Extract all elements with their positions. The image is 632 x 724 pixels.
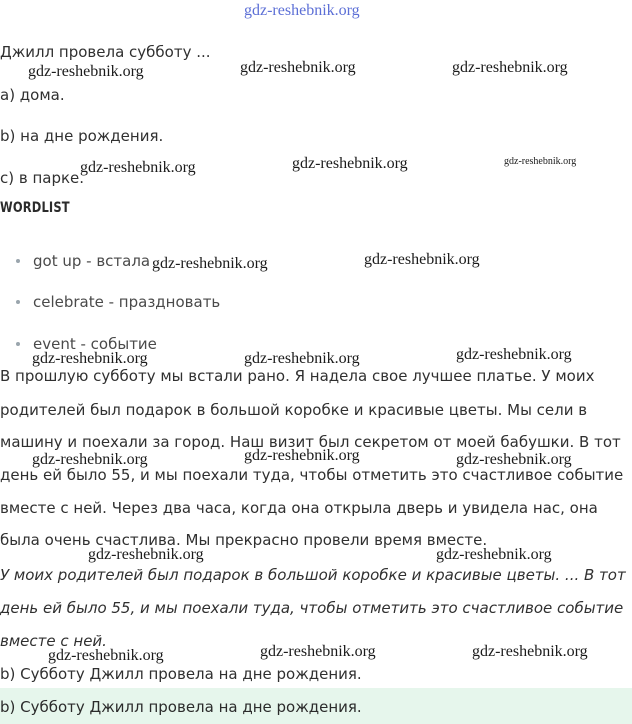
wordlist-item: celebrate - праздновать (33, 293, 221, 311)
watermark: gdz-reshebnik.org (48, 647, 164, 664)
story-line: день ей было 55, и мы поехали туда, чтобы отметить это счастливое событие (0, 466, 624, 484)
watermark: gdz-reshebnik.org (456, 346, 572, 363)
story-line: В прошлую субботу мы встали рано. Я надела свое лучшее платье. У моих (0, 367, 595, 385)
top-watermark: gdz-reshebnik.org (244, 2, 360, 19)
watermark: gdz-reshebnik.org (472, 643, 588, 660)
story-line: родителей был подарок в большой коробке и красивые цветы. Мы сели в (0, 401, 588, 419)
watermark: gdz-reshebnik.org (452, 59, 568, 76)
watermark: gdz-reshebnik.org (244, 350, 360, 367)
bullet-icon (16, 342, 20, 346)
watermark: gdz-reshebnik.org (364, 251, 480, 268)
watermark: gdz-reshebnik.org (244, 447, 360, 464)
watermark: gdz-reshebnik.org (80, 159, 196, 176)
watermark: gdz-reshebnik.org (28, 63, 144, 80)
watermark: gdz-reshebnik.org (260, 643, 376, 660)
watermark: gdz-reshebnik.org (240, 59, 356, 76)
option-c: c) в парке. (0, 169, 85, 187)
option-b: b) на дне рождения. (0, 127, 164, 145)
quote-line: вместе с ней. (0, 632, 107, 650)
wordlist-heading: WORDLIST (0, 200, 70, 216)
story-line: машину и поехали за город. Наш визит был секретом от моей бабушки. В тот (0, 433, 621, 451)
answer-highlighted-text: b) Субботу Джилл провела на дне рождения. (0, 698, 362, 716)
option-a: a) дома. (0, 86, 65, 104)
bullet-icon (16, 259, 20, 263)
wordlist-item: got up - встала (33, 252, 151, 270)
watermark: gdz-reshebnik.org (456, 451, 572, 468)
wordlist-item: event - событие (33, 335, 157, 353)
bullet-icon (16, 300, 20, 304)
watermark: gdz-reshebnik.org (436, 546, 552, 563)
watermark: gdz-reshebnik.org (88, 546, 204, 563)
story-line: была очень счастлива. Мы прекрасно провели время вместе. (0, 531, 488, 549)
question-prompt: Джилл провела субботу ... (0, 43, 211, 61)
story-line: вместе с ней. Через два часа, когда она открыла дверь и увидела нас, она (0, 499, 598, 517)
quote-line: день ей было 55, и мы поехали туда, чтобы отметить это счастливое событие (0, 599, 624, 617)
watermark: gdz-reshebnik.org (32, 451, 148, 468)
watermark: gdz-reshebnik.org (504, 156, 577, 167)
watermark: gdz-reshebnik.org (292, 155, 408, 172)
quote-line: У моих родителей был подарок в большой коробке и красивые цветы. ... В тот (0, 566, 626, 584)
answer-choice: b) Субботу Джилл провела на дне рождения. (0, 665, 362, 683)
watermark: gdz-reshebnik.org (32, 350, 148, 367)
watermark: gdz-reshebnik.org (152, 255, 268, 272)
